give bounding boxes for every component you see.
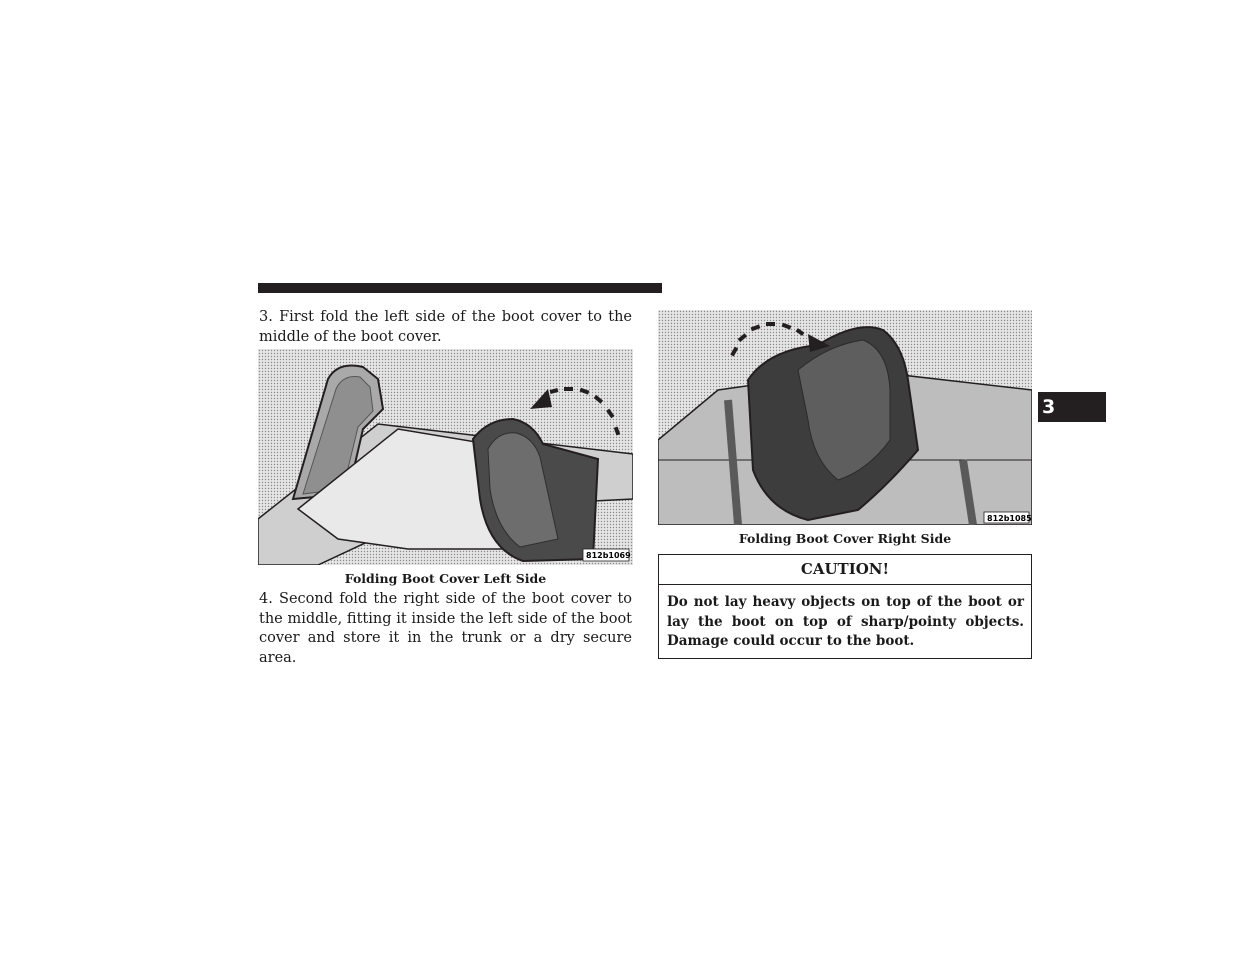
section-top-rule [258,283,662,293]
caution-title: CAUTION! [659,555,1031,585]
step-3-text: 3. First fold the left side of the boot cover to the middle of the boot cover. [259,309,632,345]
figure-right-code: 812b1085 [987,514,1032,523]
illustration-left-boot-fold [258,349,633,565]
caution-text: Do not lay heavy objects on top of the boot or lay the boot on top of sharp/pointy objects. Damage could occur to the boot. [667,594,1024,649]
illustration-right-boot-fold [658,310,1032,525]
figure-left-code: 812b1069 [586,551,631,560]
figure-left-caption: Folding Boot Cover Left Side [344,571,547,586]
chapter-tab: 3 [1038,392,1106,422]
figure-left-boot-cover [258,349,633,565]
step-4-text: 4. Second fold the right side of the boot cover to the middle, fitting it inside the left side of the boot cover and store it in the trunk or a dry secure area. [259,591,632,666]
figure-right-boot-cover [658,310,1032,525]
caution-box [658,554,1032,659]
figure-right-caption: Folding Boot Cover Right Side [738,531,952,546]
